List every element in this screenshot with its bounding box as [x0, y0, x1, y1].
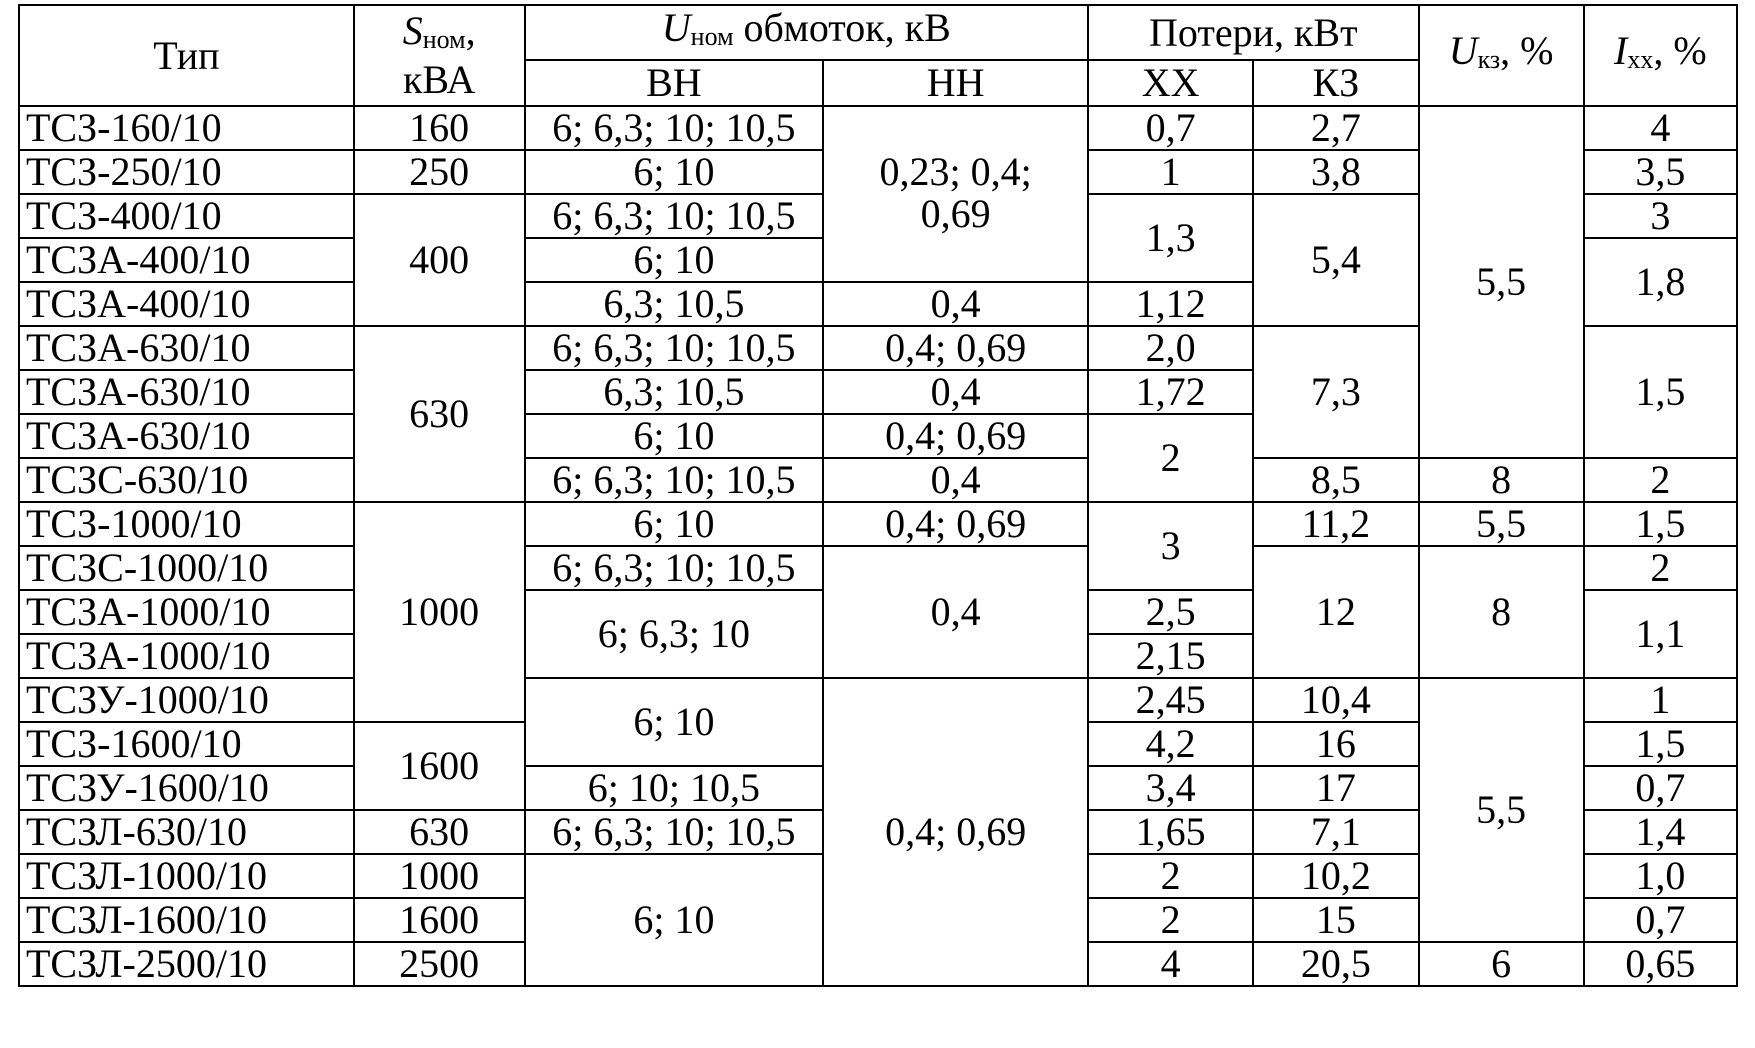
- header-nn: НН: [823, 60, 1088, 106]
- header-ukz: [1419, 5, 1584, 106]
- cell-nn: 0,4: [823, 370, 1088, 414]
- cell-nn: 0,4; 0,69: [823, 414, 1088, 458]
- cell-vn: 6; 6,3; 10; 10,5: [525, 810, 824, 854]
- header-type: Тип: [19, 5, 354, 106]
- cell-xx: 3: [1088, 502, 1253, 590]
- cell-snom: 1600: [354, 898, 525, 942]
- header-kz: КЗ: [1253, 60, 1418, 106]
- header-unom-symbol: U: [661, 5, 691, 50]
- cell-kz: 15: [1253, 898, 1418, 942]
- cell-snom: 630: [354, 810, 525, 854]
- cell-ukz: 5,5: [1419, 502, 1584, 546]
- header-unom-rest: обмоток, кВ: [733, 5, 951, 50]
- header-snom-unit: кВА: [402, 57, 476, 102]
- table-row: [19, 458, 1737, 502]
- cell-ukz: 8: [1419, 458, 1584, 502]
- header-losses: Потери, кВт: [1088, 5, 1418, 60]
- cell-type: ТСЗ-250/10: [19, 150, 354, 194]
- cell-snom: 250: [354, 150, 525, 194]
- cell-type: ТСЗЛ-1000/10: [19, 854, 354, 898]
- cell-type: ТСЗА-1000/10: [19, 590, 354, 634]
- cell-xx: 3,4: [1088, 766, 1253, 810]
- header-snom-symbol: S: [402, 8, 423, 53]
- cell-snom: 160: [354, 106, 525, 150]
- cell-xx: 2,15: [1088, 634, 1253, 678]
- header-ixx-symbol: I: [1614, 28, 1628, 73]
- cell-kz: 16: [1253, 722, 1418, 766]
- cell-type: ТСЗ-1000/10: [19, 502, 354, 546]
- cell-kz: 7,1: [1253, 810, 1418, 854]
- cell-type: ТСЗА-400/10: [19, 282, 354, 326]
- cell-ixx: 1: [1584, 678, 1737, 722]
- cell-xx: 4,2: [1088, 722, 1253, 766]
- header-vn: ВН: [525, 60, 824, 106]
- cell-ixx: 3,5: [1584, 150, 1737, 194]
- cell-vn: 6; 10; 10,5: [525, 766, 824, 810]
- header-unom-sub: ном: [690, 22, 734, 51]
- transformer-spec-table: [18, 4, 1738, 987]
- cell-ixx: 4: [1584, 106, 1737, 150]
- cell-snom: 1000: [354, 854, 525, 898]
- cell-snom: 630: [354, 326, 525, 502]
- cell-nn: 0,4; 0,69: [823, 326, 1088, 370]
- header-snom-sub: ном: [422, 25, 466, 54]
- cell-kz: 10,2: [1253, 854, 1418, 898]
- header-ixx-rest: , %: [1653, 28, 1707, 73]
- cell-type: ТСЗА-630/10: [19, 414, 354, 458]
- cell-snom: 1600: [354, 722, 525, 810]
- cell-type: ТСЗЛ-1600/10: [19, 898, 354, 942]
- cell-ixx: 1,1: [1584, 590, 1737, 678]
- cell-type: ТСЗА-630/10: [19, 326, 354, 370]
- cell-kz: 10,4: [1253, 678, 1418, 722]
- cell-vn: 6; 10: [525, 854, 824, 986]
- cell-kz: 12: [1253, 546, 1418, 678]
- cell-vn: 6; 10: [525, 502, 824, 546]
- cell-type: ТСЗЛ-2500/10: [19, 942, 354, 986]
- header-ukz-rest: , %: [1500, 28, 1554, 73]
- cell-ixx: 0,65: [1584, 942, 1737, 986]
- cell-xx: 1: [1088, 150, 1253, 194]
- cell-nn-line1: 0,23; 0,4;: [879, 149, 1032, 194]
- cell-ixx: 3: [1584, 194, 1737, 238]
- cell-ixx: 1,5: [1584, 722, 1737, 766]
- cell-kz: 8,5: [1253, 458, 1418, 502]
- cell-type: ТСЗЛ-630/10: [19, 810, 354, 854]
- cell-xx: 0,7: [1088, 106, 1253, 150]
- cell-snom: 2500: [354, 942, 525, 986]
- table-row: [19, 546, 1737, 590]
- header-ixx: [1584, 5, 1737, 106]
- cell-ukz: 8: [1419, 546, 1584, 678]
- cell-kz: 17: [1253, 766, 1418, 810]
- cell-nn: 0,4: [823, 282, 1088, 326]
- cell-nn: [823, 106, 1088, 282]
- cell-vn: 6; 10: [525, 678, 824, 766]
- cell-nn: 0,4; 0,69: [823, 678, 1088, 986]
- header-snom-comma: ,: [465, 8, 476, 53]
- cell-xx: 1,3: [1088, 194, 1253, 282]
- cell-vn: 6; 6,3; 10; 10,5: [525, 194, 824, 238]
- cell-ixx: 1,0: [1584, 854, 1737, 898]
- cell-type: ТСЗ-1600/10: [19, 722, 354, 766]
- cell-nn-line2: 0,69: [920, 191, 991, 236]
- header-xx: ХХ: [1088, 60, 1253, 106]
- cell-type: ТСЗА-1000/10: [19, 634, 354, 678]
- header-unom: [525, 5, 1089, 60]
- cell-type: ТСЗА-400/10: [19, 238, 354, 282]
- cell-kz: 20,5: [1253, 942, 1418, 986]
- cell-ixx: 0,7: [1584, 898, 1737, 942]
- cell-xx: 2,45: [1088, 678, 1253, 722]
- cell-xx: 2,5: [1088, 590, 1253, 634]
- cell-type: ТСЗС-630/10: [19, 458, 354, 502]
- header-ixx-sub: хх: [1627, 45, 1654, 74]
- cell-xx: 1,72: [1088, 370, 1253, 414]
- cell-ukz: 6: [1419, 942, 1584, 986]
- cell-ixx: 1,5: [1584, 502, 1737, 546]
- header-ukz-sub: кз: [1477, 45, 1501, 74]
- cell-nn: 0,4: [823, 458, 1088, 502]
- cell-nn: 0,4: [823, 546, 1088, 678]
- cell-xx: 2: [1088, 414, 1253, 502]
- cell-kz: 7,3: [1253, 326, 1418, 458]
- cell-type: ТСЗУ-1000/10: [19, 678, 354, 722]
- cell-vn: 6; 6,3; 10; 10,5: [525, 546, 824, 590]
- cell-vn: 6; 6,3; 10; 10,5: [525, 326, 824, 370]
- cell-kz: 5,4: [1253, 194, 1418, 326]
- cell-ukz: 5,5: [1419, 106, 1584, 458]
- cell-xx: 2: [1088, 898, 1253, 942]
- cell-vn: 6; 10: [525, 414, 824, 458]
- cell-vn: 6; 6,3; 10: [525, 590, 824, 678]
- table-row: [19, 106, 1737, 150]
- cell-type: ТСЗА-630/10: [19, 370, 354, 414]
- cell-type: ТСЗУ-1600/10: [19, 766, 354, 810]
- cell-ixx: 1,5: [1584, 326, 1737, 458]
- cell-type: ТСЗ-160/10: [19, 106, 354, 150]
- cell-kz: 11,2: [1253, 502, 1418, 546]
- cell-type: ТСЗ-400/10: [19, 194, 354, 238]
- table-row: [19, 678, 1737, 722]
- cell-snom: 400: [354, 194, 525, 326]
- cell-nn: 0,4; 0,69: [823, 502, 1088, 546]
- cell-vn: 6; 10: [525, 150, 824, 194]
- cell-ixx: 2: [1584, 458, 1737, 502]
- cell-vn: 6; 6,3; 10; 10,5: [525, 458, 824, 502]
- cell-snom: 1000: [354, 502, 525, 722]
- cell-type: ТСЗС-1000/10: [19, 546, 354, 590]
- cell-ixx: 2: [1584, 546, 1737, 590]
- header-snom: [354, 5, 525, 106]
- cell-ixx: 0,7: [1584, 766, 1737, 810]
- cell-xx: 1,65: [1088, 810, 1253, 854]
- cell-ixx: 1,8: [1584, 238, 1737, 326]
- header-ukz-symbol: U: [1448, 28, 1478, 73]
- cell-kz: 3,8: [1253, 150, 1418, 194]
- cell-xx: 1,12: [1088, 282, 1253, 326]
- cell-xx: 2,0: [1088, 326, 1253, 370]
- table-row: [19, 502, 1737, 546]
- cell-ukz: 5,5: [1419, 678, 1584, 942]
- cell-xx: 4: [1088, 942, 1253, 986]
- cell-vn: 6,3; 10,5: [525, 282, 824, 326]
- cell-vn: 6; 6,3; 10; 10,5: [525, 106, 824, 150]
- cell-kz: 2,7: [1253, 106, 1418, 150]
- cell-vn: 6,3; 10,5: [525, 370, 824, 414]
- cell-xx: 2: [1088, 854, 1253, 898]
- cell-vn: 6; 10: [525, 238, 824, 282]
- cell-ixx: 1,4: [1584, 810, 1737, 854]
